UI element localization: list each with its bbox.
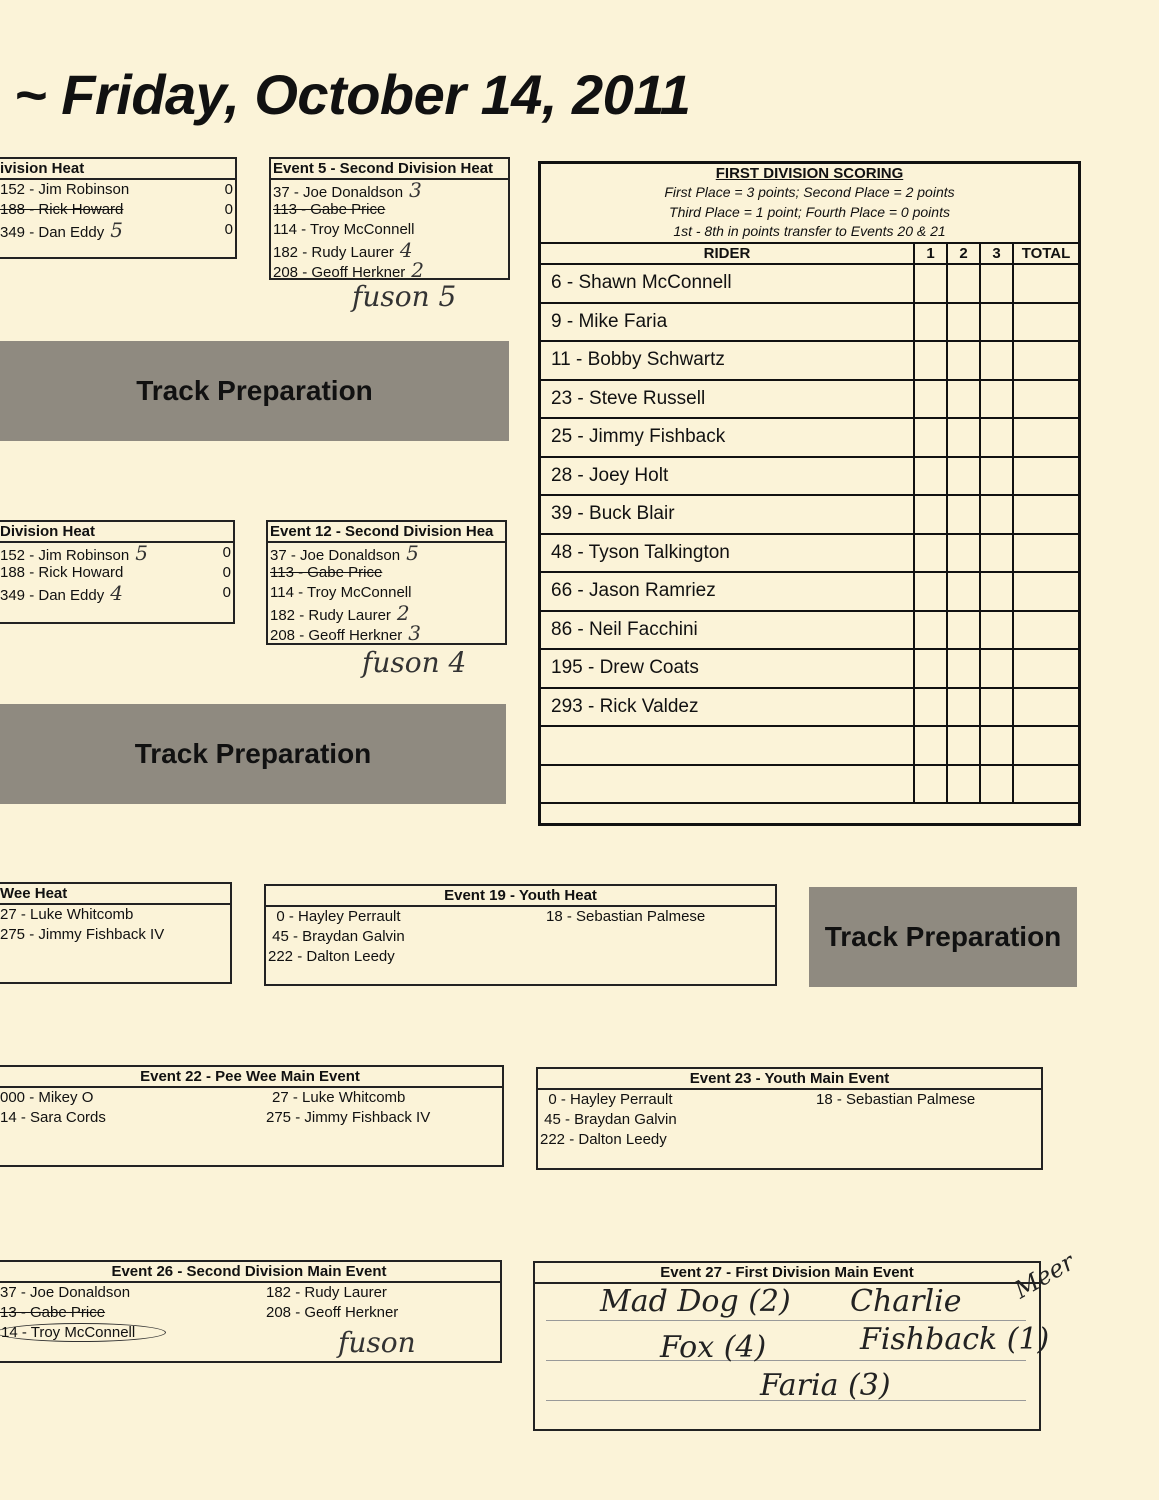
track-preparation-banner: Track Preparation bbox=[0, 341, 509, 441]
col-heat-3: 3 bbox=[980, 244, 1013, 264]
event-27-header: Event 27 - First Division Main Event bbox=[535, 1263, 1039, 1284]
scoring-row bbox=[541, 457, 1078, 496]
rider-row: 45 - Braydan Galvin bbox=[540, 1111, 677, 1128]
scoring-points-cell bbox=[914, 418, 947, 457]
scoring-points-cell bbox=[980, 457, 1013, 496]
scoring-points-cell bbox=[947, 303, 980, 342]
rider-row: 349 - Dan Eddy 4 0 bbox=[0, 581, 231, 605]
rider-row: 222 - Dalton Leedy bbox=[540, 1131, 667, 1148]
track-preparation-banner: Track Preparation bbox=[0, 704, 506, 804]
scoring-points-cell bbox=[947, 765, 980, 804]
rider-row: 208 - Geoff Herkner 3 bbox=[270, 621, 422, 645]
scoring-rider-cell bbox=[541, 726, 914, 765]
event-12-header: Event 12 - Second Division Hea bbox=[268, 522, 505, 543]
scoring-points-cell bbox=[980, 418, 1013, 457]
rider-row: 275 - Jimmy Fishback IV bbox=[0, 926, 165, 943]
scoring-row bbox=[541, 572, 1078, 611]
scoring-row bbox=[541, 649, 1078, 688]
scoring-row bbox=[541, 264, 1078, 303]
event-26-header: Event 26 - Second Division Main Event bbox=[0, 1262, 500, 1283]
rider-row: 114 - Troy McConnell bbox=[273, 221, 415, 238]
col-rider: RIDER bbox=[541, 244, 914, 264]
col-heat-1: 1 bbox=[914, 244, 947, 264]
scoring-points-cell bbox=[914, 649, 947, 688]
scoring-points-cell bbox=[914, 380, 947, 419]
scoring-points-cell bbox=[947, 341, 980, 380]
event-23-header: Event 23 - Youth Main Event bbox=[538, 1069, 1041, 1090]
scoring-points-cell bbox=[947, 264, 980, 303]
scoring-points-cell bbox=[980, 303, 1013, 342]
scoring-rider-cell: 25 - Jimmy Fishback bbox=[541, 418, 914, 457]
rider-row: 275 - Jimmy Fishback IV bbox=[266, 1109, 431, 1126]
scoring-rider-cell: 293 - Rick Valdez bbox=[541, 688, 914, 727]
rider-row: 188 - Rick Howard 0 bbox=[0, 201, 233, 218]
event-18-box bbox=[0, 882, 232, 984]
event-11-box bbox=[0, 520, 235, 624]
scoring-points-cell bbox=[980, 649, 1013, 688]
handwritten-note-fuson: fuson 4 bbox=[362, 646, 467, 679]
scoring-rule: First Place = 3 points; Second Place = 2 points bbox=[664, 184, 955, 200]
scoring-rider-cell: 11 - Bobby Schwartz bbox=[541, 341, 914, 380]
scoring-points-cell bbox=[1013, 765, 1078, 804]
first-division-scoring-table bbox=[538, 161, 1081, 826]
rider-row: 37 - Joe Donaldson 5 bbox=[270, 541, 419, 565]
scoring-row bbox=[541, 341, 1078, 380]
handwritten-result: Charlie bbox=[850, 1284, 962, 1319]
scoring-points-cell bbox=[947, 649, 980, 688]
scoring-points-cell bbox=[914, 303, 947, 342]
scoring-row bbox=[541, 688, 1078, 727]
rider-row: 113 - Gabe Price bbox=[273, 201, 386, 218]
rider-row: 000 - Mikey O bbox=[0, 1089, 94, 1106]
scoring-points-cell bbox=[1013, 495, 1078, 534]
scoring-points-cell bbox=[980, 726, 1013, 765]
rider-row: 208 - Geoff Herkner bbox=[266, 1304, 399, 1321]
scoring-points-cell bbox=[914, 611, 947, 650]
event-11-header: Division Heat bbox=[0, 522, 233, 543]
event-26-box bbox=[0, 1260, 502, 1363]
event-19-box bbox=[264, 884, 777, 986]
rider-row: 0 - Hayley Perrault bbox=[268, 908, 401, 925]
scoring-points-cell bbox=[914, 534, 947, 573]
scoring-points-cell bbox=[1013, 380, 1078, 419]
writing-line bbox=[546, 1360, 1026, 1361]
scoring-points-cell bbox=[1013, 611, 1078, 650]
handwritten-note-fuson: fuson bbox=[338, 1326, 416, 1359]
rider-row: 182 - Rudy Laurer 2 bbox=[270, 601, 410, 625]
rider-row: 14 - Sara Cords bbox=[0, 1109, 106, 1126]
scoring-points-cell bbox=[1013, 688, 1078, 727]
rider-row: 18 - Sebastian Palmese bbox=[816, 1091, 976, 1108]
scoring-rider-cell: 66 - Jason Ramriez bbox=[541, 572, 914, 611]
rider-row: 45 - Braydan Galvin bbox=[268, 928, 405, 945]
scoring-rider-cell: 6 - Shawn McConnell bbox=[541, 264, 914, 303]
scoring-points-cell bbox=[1013, 264, 1078, 303]
scoring-points-cell bbox=[980, 341, 1013, 380]
rider-row: 152 - Jim Robinson 5 0 bbox=[0, 541, 231, 565]
scoring-points-cell bbox=[980, 380, 1013, 419]
scoring-points-cell bbox=[1013, 534, 1078, 573]
scoring-points-cell bbox=[914, 495, 947, 534]
scoring-points-cell bbox=[947, 380, 980, 419]
scoring-rider-cell: 28 - Joey Holt bbox=[541, 457, 914, 496]
scoring-header bbox=[541, 164, 1078, 244]
rider-row: 0 - Hayley Perrault bbox=[540, 1091, 673, 1108]
rider-row: 208 - Geoff Herkner 2 bbox=[273, 258, 425, 282]
scoring-points-cell bbox=[947, 572, 980, 611]
scoring-points-cell bbox=[980, 534, 1013, 573]
rider-row: 27 - Luke Whitcomb bbox=[0, 906, 134, 923]
scoring-rider-cell: 39 - Buck Blair bbox=[541, 495, 914, 534]
scoring-row bbox=[541, 611, 1078, 650]
scoring-rider-cell: 23 - Steve Russell bbox=[541, 380, 914, 419]
scoring-points-cell bbox=[914, 726, 947, 765]
rider-row: 114 - Troy McConnell bbox=[270, 584, 412, 601]
scoring-row bbox=[541, 765, 1078, 804]
scoring-points-cell bbox=[914, 688, 947, 727]
scoring-points-cell bbox=[947, 726, 980, 765]
handwritten-result: Mad Dog (2) bbox=[600, 1284, 791, 1319]
handwritten-result: Meer bbox=[1009, 1247, 1080, 1305]
track-preparation-banner: Track Preparation bbox=[809, 887, 1077, 987]
scoring-points-cell bbox=[947, 457, 980, 496]
handwritten-result: Fox (4) bbox=[660, 1330, 767, 1365]
handwritten-note-fuson: fuson 5 bbox=[352, 280, 457, 313]
scoring-rule: Third Place = 1 point; Fourth Place = 0 points bbox=[669, 203, 950, 220]
event-19-header: Event 19 - Youth Heat bbox=[266, 886, 775, 907]
scoring-points-cell bbox=[947, 534, 980, 573]
rider-row: 152 - Jim Robinson 0 bbox=[0, 181, 233, 198]
scoring-points-cell bbox=[914, 765, 947, 804]
rider-row: 37 - Joe Donaldson 3 bbox=[273, 178, 422, 202]
scoring-points-cell bbox=[1013, 572, 1078, 611]
scoring-points-cell bbox=[914, 341, 947, 380]
rider-row: 349 - Dan Eddy 5 0 bbox=[0, 218, 233, 242]
event-5-header: Event 5 - Second Division Heat bbox=[271, 159, 508, 180]
handwritten-result: Faria (3) bbox=[760, 1368, 891, 1403]
event-23-box bbox=[536, 1067, 1043, 1170]
scoring-rider-cell bbox=[541, 765, 914, 804]
scoring-points-cell bbox=[1013, 418, 1078, 457]
handwritten-result: Fishback (1) bbox=[860, 1322, 1050, 1357]
scoring-points-cell bbox=[1013, 649, 1078, 688]
event-12-box bbox=[266, 520, 507, 645]
event-18-header: Wee Heat bbox=[0, 884, 230, 905]
rider-row: 14 - Troy McConnell bbox=[0, 1323, 500, 1343]
rider-row: 27 - Luke Whitcomb bbox=[272, 1089, 406, 1106]
scoring-rider-cell: 195 - Drew Coats bbox=[541, 649, 914, 688]
scoring-rider-cell: 48 - Tyson Talkington bbox=[541, 534, 914, 573]
scoring-points-cell bbox=[980, 611, 1013, 650]
scoring-rider-cell: 86 - Neil Facchini bbox=[541, 611, 914, 650]
scoring-row bbox=[541, 418, 1078, 457]
scoring-row bbox=[541, 534, 1078, 573]
event-4-header: ivision Heat bbox=[0, 159, 235, 180]
event-5-box bbox=[269, 157, 510, 280]
event-22-box bbox=[0, 1065, 504, 1167]
page-title: ~ Friday, October 14, 2011 bbox=[14, 63, 691, 126]
scoring-points-cell bbox=[980, 264, 1013, 303]
scoring-title: FIRST DIVISION SCORING bbox=[715, 165, 904, 182]
scoring-points-cell bbox=[1013, 726, 1078, 765]
scoring-row bbox=[541, 726, 1078, 765]
scoring-row bbox=[541, 303, 1078, 342]
rider-row: 37 - Joe Donaldson bbox=[0, 1284, 131, 1301]
rider-row: 182 - Rudy Laurer bbox=[266, 1284, 387, 1301]
scoring-row bbox=[541, 495, 1078, 534]
scoring-points-cell bbox=[914, 264, 947, 303]
col-total: TOTAL bbox=[1013, 244, 1078, 264]
scoring-points-cell bbox=[980, 688, 1013, 727]
scoring-grid bbox=[541, 244, 1078, 804]
scoring-points-cell bbox=[947, 495, 980, 534]
scoring-points-cell bbox=[914, 457, 947, 496]
scoring-rider-cell: 9 - Mike Faria bbox=[541, 303, 914, 342]
writing-line bbox=[546, 1320, 1026, 1321]
col-heat-2: 2 bbox=[947, 244, 980, 264]
rider-row: 188 - Rick Howard 0 bbox=[0, 564, 231, 581]
scoring-points-cell bbox=[947, 688, 980, 727]
scoring-points-cell bbox=[914, 572, 947, 611]
scoring-row bbox=[541, 380, 1078, 419]
rider-row: 182 - Rudy Laurer 4 bbox=[273, 238, 413, 262]
event-22-header: Event 22 - Pee Wee Main Event bbox=[0, 1067, 502, 1088]
rider-row: 13 - Gabe Price bbox=[0, 1304, 106, 1321]
rider-row: 222 - Dalton Leedy bbox=[268, 948, 395, 965]
scoring-points-cell bbox=[980, 765, 1013, 804]
rider-row: 113 - Gabe Price bbox=[270, 564, 383, 581]
scoring-points-cell bbox=[947, 611, 980, 650]
scoring-points-cell bbox=[980, 495, 1013, 534]
scoring-rule: 1st - 8th in points transfer to Events 20 & 21 bbox=[673, 223, 946, 239]
scoring-points-cell bbox=[1013, 303, 1078, 342]
event-4-box bbox=[0, 157, 237, 259]
rider-row: 18 - Sebastian Palmese bbox=[546, 908, 706, 925]
scoring-points-cell bbox=[1013, 457, 1078, 496]
scoring-points-cell bbox=[947, 418, 980, 457]
scoring-points-cell bbox=[1013, 341, 1078, 380]
scoring-points-cell bbox=[980, 572, 1013, 611]
